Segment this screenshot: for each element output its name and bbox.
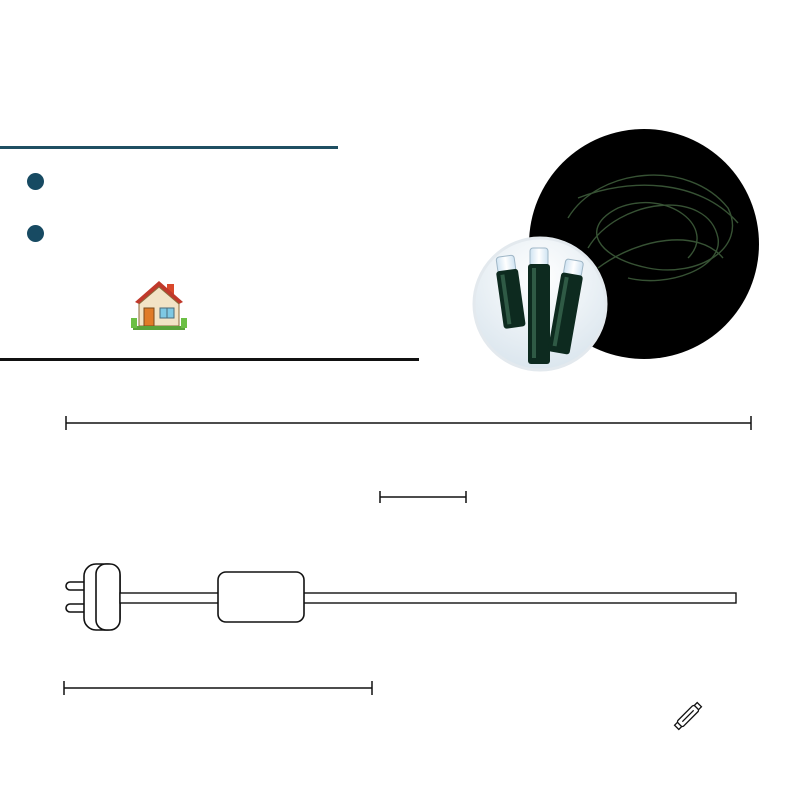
plug-icon [66,564,120,630]
total-length-dimension [66,416,751,430]
fuse-icon [674,702,702,730]
cable [120,593,736,603]
spacing-dimension [380,491,466,503]
lead-length-dimension [64,681,372,695]
controller-box [218,572,304,622]
